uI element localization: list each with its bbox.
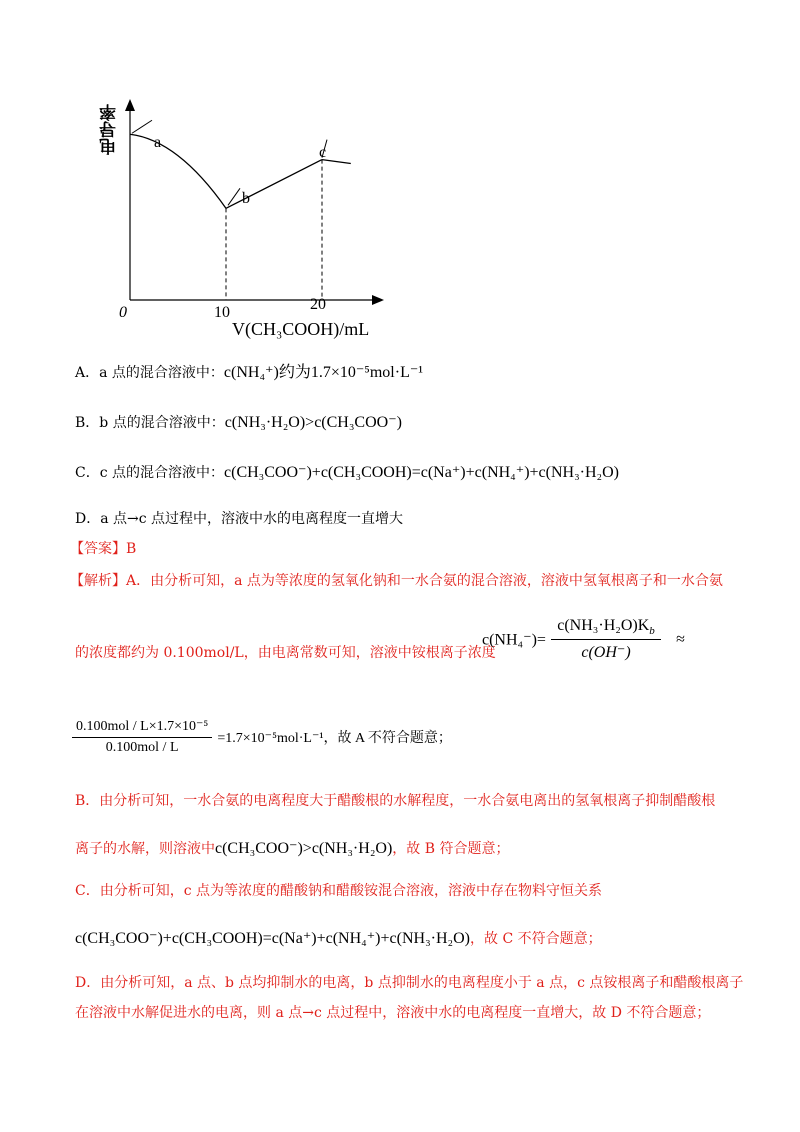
analysis-a-line1 — [70, 572, 723, 590]
analysis-b-text1: B．由分析可知，一水合氨的电离程度大于醋酸根的水解程度，一水合氨电离出的氢氧根离子抑制醋酸根 — [75, 793, 716, 809]
analysis-c-line2 — [75, 930, 602, 948]
option-c-prefix: C．c 点的混合溶液中： — [75, 465, 225, 481]
analysis-d-text1: D．由分析可知，a 点、b 点均抑制水的电离，b 点抑制水的电离程度小于 a 点，c 点铵根离子和醋酸根离子 — [75, 975, 744, 991]
conductivity-chart — [90, 95, 420, 340]
calc-fraction-denominator: 0.100mol / L — [105, 740, 179, 755]
analysis-b-formula: c(CH₃COO⁻)>c(NH₃·H₂O) — [215, 840, 393, 857]
x-tick-20: 20 — [310, 296, 326, 313]
answer-tag: 【答案】 — [70, 541, 126, 557]
point-label-b: b — [242, 190, 250, 207]
calc-fraction-numerator: 0.100mol / L×1.7×10⁻⁵ — [72, 718, 212, 738]
analysis-b-text2: 离子的水解，则溶液中 — [75, 841, 215, 857]
analysis-c-formula: c(CH₃COO⁻)+c(CH₃COOH)=c(Na⁺)+c(NH₄⁺)+c(NH₃·H₂O) — [75, 930, 470, 947]
option-c — [75, 464, 619, 482]
y-axis-label: 电导率 — [100, 104, 120, 155]
leader-a — [132, 120, 152, 133]
analysis-b-text3: ，故 B 符合题意； — [392, 841, 510, 857]
kb-fraction-numerator: $c(NH_3\cdot H_2O)K_b$ — [551, 617, 661, 640]
option-b — [75, 414, 402, 432]
analysis-tag: 【解析】 — [70, 573, 126, 589]
analysis-a-formula — [482, 617, 685, 662]
option-a — [75, 364, 423, 382]
analysis-d-text2: 在溶液中水解促进水的电离，则 a 点→c 点过程中，溶液中水的电离程度一直增大，故 D 不符合题意； — [75, 1005, 711, 1021]
analysis-a-line2 — [75, 644, 496, 662]
option-a-formula: c(NH₄⁺) — [223, 364, 279, 381]
option-a-prefix: A．a 点的混合溶液中： — [75, 365, 224, 381]
curve-a-to-b — [130, 134, 226, 208]
analysis-c-line1 — [75, 882, 602, 900]
point-label-c: c — [319, 144, 327, 161]
option-a-suffix: 约为1.7×10⁻⁵mol·L⁻¹ — [278, 364, 424, 381]
y-axis-arrow — [125, 99, 135, 111]
analysis-a-text1: A．由分析可知，a 点为等浓度的氢氧化钠和一水合氨的混合溶液，溶液中氢氧根离子和一水合氨 — [126, 573, 723, 589]
analysis-d-line1 — [75, 974, 743, 992]
option-b-prefix: B．b 点的混合溶液中： — [75, 415, 225, 431]
x-axis-label: V(CH₃COOH)/mL — [232, 319, 370, 339]
analysis-b-line2 — [75, 840, 509, 858]
analysis-d-line2 — [75, 1004, 710, 1022]
option-d — [75, 510, 403, 528]
line-b-to-c — [226, 160, 322, 209]
answer-line — [70, 540, 136, 558]
kb-fraction-denominator: c(OH⁻) — [581, 644, 631, 662]
analysis-a-calc — [72, 718, 452, 756]
line-c-to-end — [322, 160, 351, 164]
option-c-formula: c(CH₃COO⁻)+c(CH₃COOH)=c(Na⁺)+c(NH₄⁺)+c(NH₃·H₂O) — [224, 464, 620, 481]
x-tick-10: 10 — [214, 304, 230, 321]
kb-fraction — [551, 617, 661, 662]
analysis-a-text2: 的浓度都约为 0.100mol/L，由电离常数可知，溶液中铵根离子浓度 — [75, 645, 496, 661]
point-label-a: a — [154, 134, 162, 151]
analysis-a-conc: c(NH₄⁻)= — [482, 631, 546, 649]
analysis-c-text1: C．由分析可知，c 点为等浓度的醋酸钠和醋酸铵混合溶液，溶液中存在物料守恒关系 — [75, 883, 603, 899]
origin-label: 0 — [119, 304, 127, 321]
analysis-b-line1 — [75, 792, 715, 810]
answer-value: B — [126, 541, 137, 557]
analysis-c-text2: ，故 C 不符合题意； — [470, 931, 602, 947]
approx-sign: ≈ — [676, 630, 685, 648]
x-axis-arrow — [372, 295, 384, 305]
analysis-a-result: =1.7×10⁻⁵mol·L⁻¹，故 A 不符合题意； — [217, 731, 452, 746]
option-b-formula: c(NH₃·H₂O)>c(CH₃COO⁻) — [224, 414, 402, 431]
calc-fraction — [72, 718, 212, 756]
option-d-text: D．a 点→c 点过程中，溶液中水的电离程度一直增大 — [75, 511, 404, 527]
